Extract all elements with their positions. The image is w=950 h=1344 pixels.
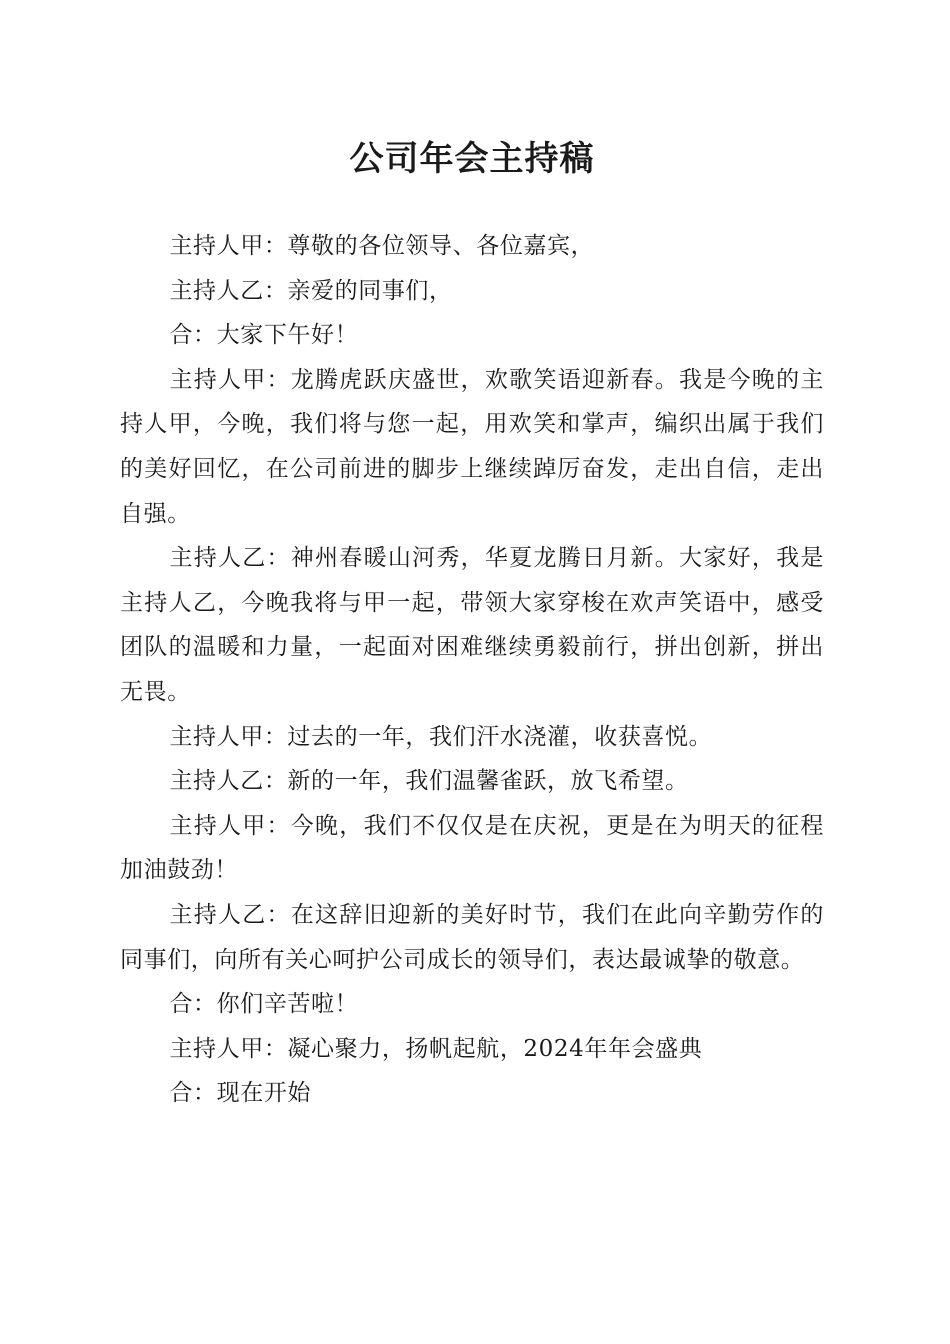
paragraph-8: 主持人甲：今晚，我们不仅仅是在庆祝，更是在为明天的征程加油鼓劲！ bbox=[120, 812, 824, 884]
paragraph-4: 主持人甲：龙腾虎跃庆盛世，欢歌笑语迎新春。我是今晚的主持人甲，今晚，我们将与您一起，用欢笑和掌声，编织出属于我们的美好回忆，在公司前进的脚步上继续踔厉奋发，走出自信，走出自强。 bbox=[120, 366, 824, 527]
paragraph-1: 主持人甲：尊敬的各位领导、各位嘉宾， bbox=[169, 233, 595, 259]
paragraph-2: 主持人乙：亲爱的同事们， bbox=[169, 277, 453, 304]
paragraph-7: 主持人乙：新的一年，我们温馨雀跃，放飞希望。 bbox=[169, 768, 689, 795]
document-title: 公司年会主持稿 bbox=[349, 139, 595, 179]
paragraph-5: 主持人乙：神州春暖山河秀，华夏龙腾日月新。大家好，我是主持人乙，今晚我将与甲一起，带领大家穿梭在欢声笑语中，感受团队的温暖和力量，一起面对困难继续勇毅前行，拼出创新，拼出无畏。 bbox=[120, 545, 824, 705]
paragraph-9: 主持人乙：在这辞旧迎新的美好时节，我们在此向辛勤劳作的同事们，向所有关心呵护公司成长的领导们，表达最诚挚的敬意。 bbox=[120, 901, 824, 973]
document-body bbox=[120, 224, 824, 1116]
paragraph-3: 合：大家下午好！ bbox=[169, 322, 359, 349]
paragraph-6: 主持人甲：过去的一年，我们汗水浇灌，收获喜悦。 bbox=[169, 723, 713, 750]
paragraph-10: 合：你们辛苦啦！ bbox=[169, 991, 359, 1018]
paragraph-11: 主持人甲：凝心聚力，扬帆起航，2024年年会盛典 bbox=[169, 1035, 703, 1062]
paragraph-12: 合：现在开始 bbox=[169, 1080, 312, 1107]
